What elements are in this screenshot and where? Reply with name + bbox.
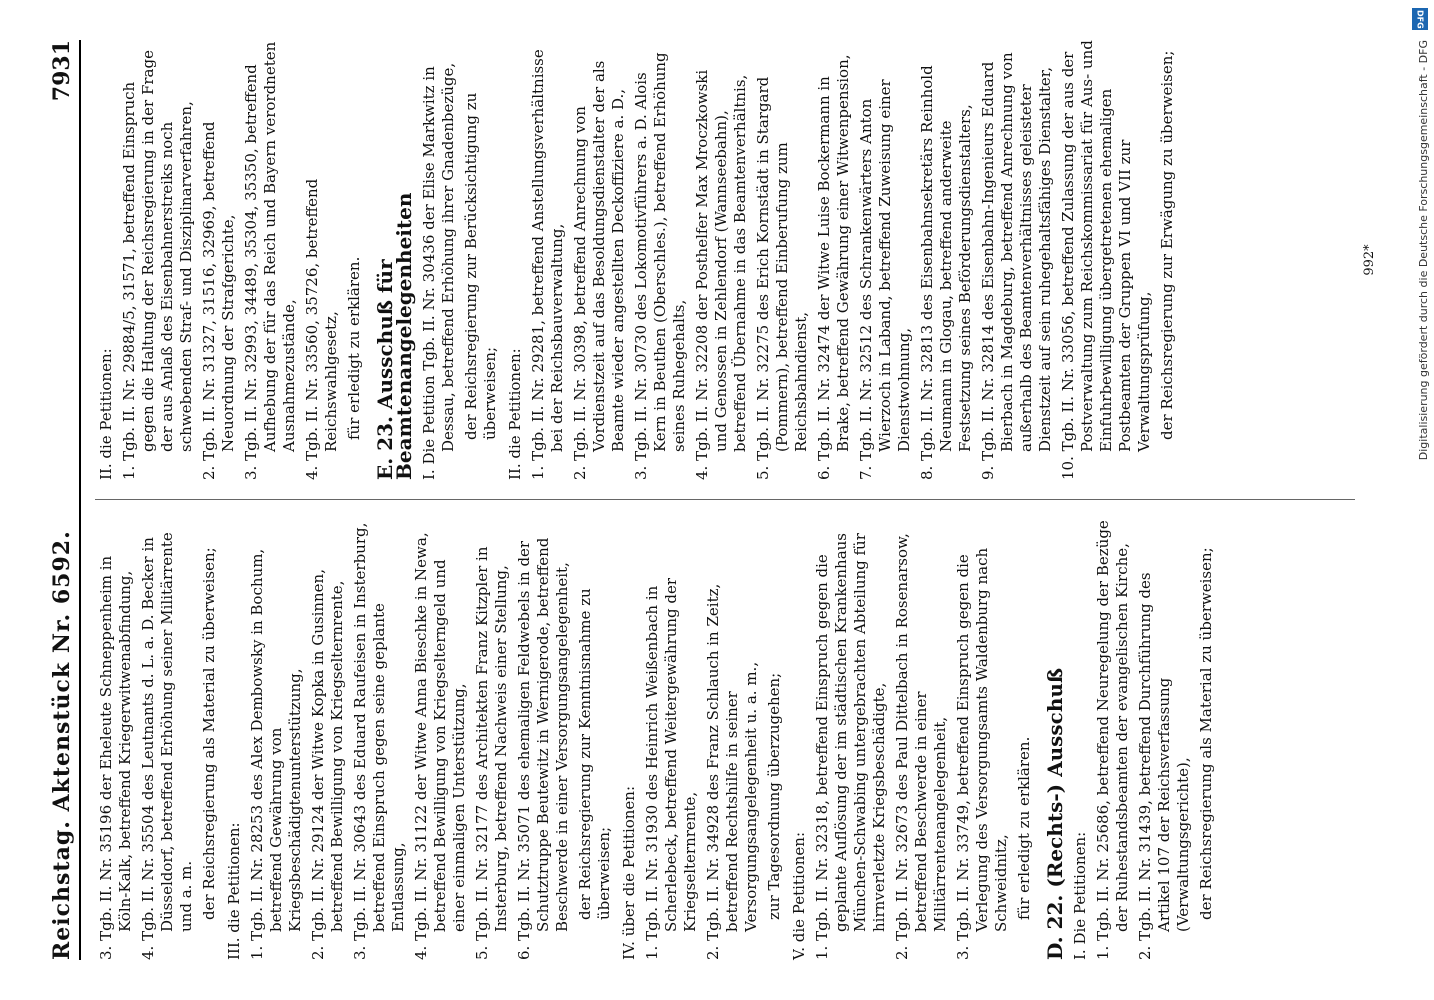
dfg-logo: DFG bbox=[1412, 8, 1428, 30]
right-column bbox=[97, 40, 1183, 480]
header-rule bbox=[79, 40, 81, 960]
section-label: I. Die Petitionen: bbox=[1071, 831, 1089, 960]
petition-item: 1. Tgb. II. Nr. 29884/5, 31571, betreffend Einspruch gegen die Haltung der Reichsregierung in der Frage der aus Anlaß des Eisenbahnerstreiks noch schwebenden Straf- und Disziplinarverfahren, bbox=[120, 50, 195, 480]
petition-item: 6. Tgb. II. Nr. 32474 der Witwe Luise Bockermann in Brake, betreffend Gewährung einer Witwenpension, bbox=[815, 54, 852, 480]
petition-item: 5. Tgb. II. Nr. 32275 des Erich Kornstädt in Stargard (Pommern), betreffend Einberufung zum Reichsbahndienst, bbox=[754, 76, 810, 480]
petition-item: 10. Tgb. II. Nr. 33056, betreffend Zulassung der aus der Postverwaltung zum Reichskommissariat für Aus- und Einfuhrbewilligung übergetretenen ehemaligen Postbeamten der Gruppen VI und VII zur Verwaltungsprüfung, bbox=[1059, 40, 1153, 480]
petition-item: 3. Tgb. II. Nr. 35196 der Eheleute Schneppenheim in Köln-Kalk, betreffend Kriegerwitwenabfindung, bbox=[97, 555, 134, 960]
section-label: II. die Petitionen: bbox=[506, 348, 524, 480]
petition-item: 1. Tgb. II. Nr. 31930 des Heinrich Weißenbach in Scherlebeck, betreffend Weitergewährung der Kriegselternrente, bbox=[643, 577, 699, 960]
petition-item: 2. Tgb. II. Nr. 31327, 31516, 32969, betreffend Neuordnung der Strafgerichte, bbox=[200, 121, 237, 480]
petition-item: 8. Tgb. II. Nr. 32813 des Eisenbahnsekretärs Reinhold Neumann in Glogau, betreffend anderweite Festsetzung seines Beförderungsdienstalters, bbox=[918, 65, 974, 480]
petition-item: 7. Tgb. II. Nr. 32512 des Schrankenwärters Anton Wierzoch in Laband, betreffend Zuweisung einer Dienstwohnung, bbox=[857, 79, 913, 480]
page-number: 7931 bbox=[49, 40, 75, 102]
footer-note: 992* bbox=[1362, 244, 1377, 276]
petition-item: 2. Tgb. II. Nr. 32673 des Paul Dittelbach in Rosenarsow, betreffend Beschwerde in einer Militärrentenangelegenheit, bbox=[893, 533, 949, 960]
petition-item: 3. Tgb. II. Nr. 33749, betreffend Einspruch gegen die Verlegung des Versorgungsamts Waldenburg nach Schweidnitz, bbox=[954, 547, 1010, 960]
petition-item: 9. Tgb. II. Nr. 32814 des Eisenbahn-Ingenieurs Eduard Bierbach in Magdeburg, betreffend Anrechnung von außerhalb des Beamtenverhältnisses geleisteter Dienstzeit auf sein ruhegehaltsfähiges Dienstalter, bbox=[979, 52, 1054, 480]
petition-item: 4. Tgb. II. Nr. 35504 des Leutnants d. L. a. D. Becker in Düsseldorf, betreffend Erhöhung seiner Militärrente und a. m. bbox=[139, 532, 195, 960]
section-heading: D. 22. (Rechts-) Ausschuß bbox=[1043, 667, 1067, 960]
petition-item: 4. Tgb. II. Nr. 31122 der Witwe Anna Bieschke in Newa, betreffend Bewilligung von Kriegselterngeld und einer einmaligen Unterstützung, bbox=[412, 532, 468, 960]
section-label: III. die Petitionen: bbox=[225, 822, 243, 960]
left-column bbox=[97, 520, 1222, 960]
page-header bbox=[35, 40, 75, 960]
recommendation: für erledigt zu erklären. bbox=[345, 256, 363, 440]
petition-item: 4. Tgb. II. Nr. 33560, 35726, betreffend Reichswahlgesetz, bbox=[303, 178, 340, 480]
recommendation: der Reichsregierung zur Erwägung zu überweisen; bbox=[1158, 50, 1176, 440]
petition-item: 3. Tgb. II. Nr. 30730 des Lokomotivführers a. D. Alois Kern in Beuthen (Oberschles.), betreffend Erhöhung seines Ruhegehalts, bbox=[632, 52, 688, 480]
petition-item: 3. Tgb. II. Nr. 32993, 34489, 35304, 35350, betreffend Aufhebung der für das Reich und Bayern verordneten Ausnahmezustände, bbox=[242, 41, 298, 480]
petition-item: 1. Tgb. II. Nr. 25686, betreffend Neuregelung der Bezüge der Ruhestandsbeamten der evangelischen Kirche, bbox=[1094, 520, 1131, 960]
petition-item: 2. Tgb. II. Nr. 31439, betreffend Durchführung des Artikel 107 der Reichsverfassung (Verwaltungsgerichte), bbox=[1136, 572, 1192, 960]
recommendation: für erledigt zu erklären. bbox=[1015, 736, 1033, 920]
section-label: IV. über die Petitionen: bbox=[620, 785, 638, 960]
petition-item: 1. Tgb. II. Nr. 28253 des Alex Dembowsky in Bochum, betreffend Gewährung von Kriegsbeschädigtenunterstützung, bbox=[248, 548, 304, 960]
page-title: Reichstag. Aktenstück Nr. 6592. bbox=[49, 530, 75, 960]
recommendation: zur Tagesordnung überzugehen; bbox=[765, 672, 783, 920]
column-divider bbox=[95, 499, 1355, 500]
section-label: II. die Petitionen: bbox=[97, 348, 115, 480]
rotated-page bbox=[17, 0, 1417, 1000]
petition-item: 1. Tgb. II. Nr. 29281, betreffend Anstellungsverhältnisse bei der Reichsbauverwaltung, bbox=[529, 49, 566, 480]
petition-item: 5. Tgb. II. Nr. 32177 des Architekten Franz Kitzpler in Insterburg, betreffend Nachweis einer Stellung, bbox=[473, 546, 510, 960]
petition-item: I. Die Petition Tgb. II. Nr. 30436 der Elise Markwitz in Dessau, betreffend Erhöhung ihrer Gnadenbezüge, bbox=[420, 62, 457, 480]
digitization-sidebar bbox=[1404, 0, 1434, 1000]
recommendation: der Reichsregierung zur Berücksichtigung zu überweisen; bbox=[462, 92, 499, 440]
section-label: V. die Petitionen: bbox=[790, 831, 808, 960]
recommendation: der Reichsregierung zur Kenntnisnahme zu überweisen; bbox=[576, 588, 613, 920]
petition-item: 4. Tgb. II. Nr. 32208 der Posthelfer Max Mroczkowski und Genossen in Zehlendorf (Wannseebahn), betreffend Übernahme in das Beamtenverhältnis, bbox=[693, 69, 749, 480]
petition-item: 6. Tgb. II. Nr. 35071 des ehemaligen Feldwebels in der Schutztruppe Beutewitz in Wernigerode, betreffend Beschwerde in einer Versorgungsangelegenheit, bbox=[515, 537, 571, 960]
petition-item: 2. Tgb. II. Nr. 34928 des Franz Schlauch in Zeitz, betreffend Rechtshilfe in seiner Versorgungsangelegenheit u. a. m., bbox=[704, 583, 760, 960]
digitization-credit: Digitalisierung gefördert durch die Deutsche Forschungsgemeinschaft - DFG bbox=[1417, 40, 1430, 461]
petition-item: 2. Tgb. II. Nr. 29124 der Witwe Kopka in Gusinnen, betreffend Bewilligung von Kriegselternrente, bbox=[309, 569, 346, 960]
petition-item: 3. Tgb. II. Nr. 30643 des Eduard Raufeisen in Insterburg, betreffend Einspruch gegen seine geplante Entlassung, bbox=[351, 522, 407, 960]
petition-item: 2. Tgb. II. Nr. 30398, betreffend Anrechnung von Vordienstzeit auf das Besoldungsdienstalter der als Beamte wieder angestellten Deckoffiziere a. D., bbox=[571, 60, 627, 480]
section-heading: E. 23. Ausschuß für Beamtenangelegenheiten bbox=[373, 192, 416, 480]
recommendation: der Reichsregierung als Material zu überweisen; bbox=[200, 547, 218, 920]
petition-item: 1. Tgb. II. Nr. 32318, betreffend Einspruch gegen die geplante Auflösung der im städtischen Krankenhaus München-Schwabing untergebrachten Abteilung für hirnverletzte Kriegsbeschädigte, bbox=[813, 532, 888, 960]
recommendation: der Reichsregierung als Material zu überweisen; bbox=[1197, 547, 1215, 920]
